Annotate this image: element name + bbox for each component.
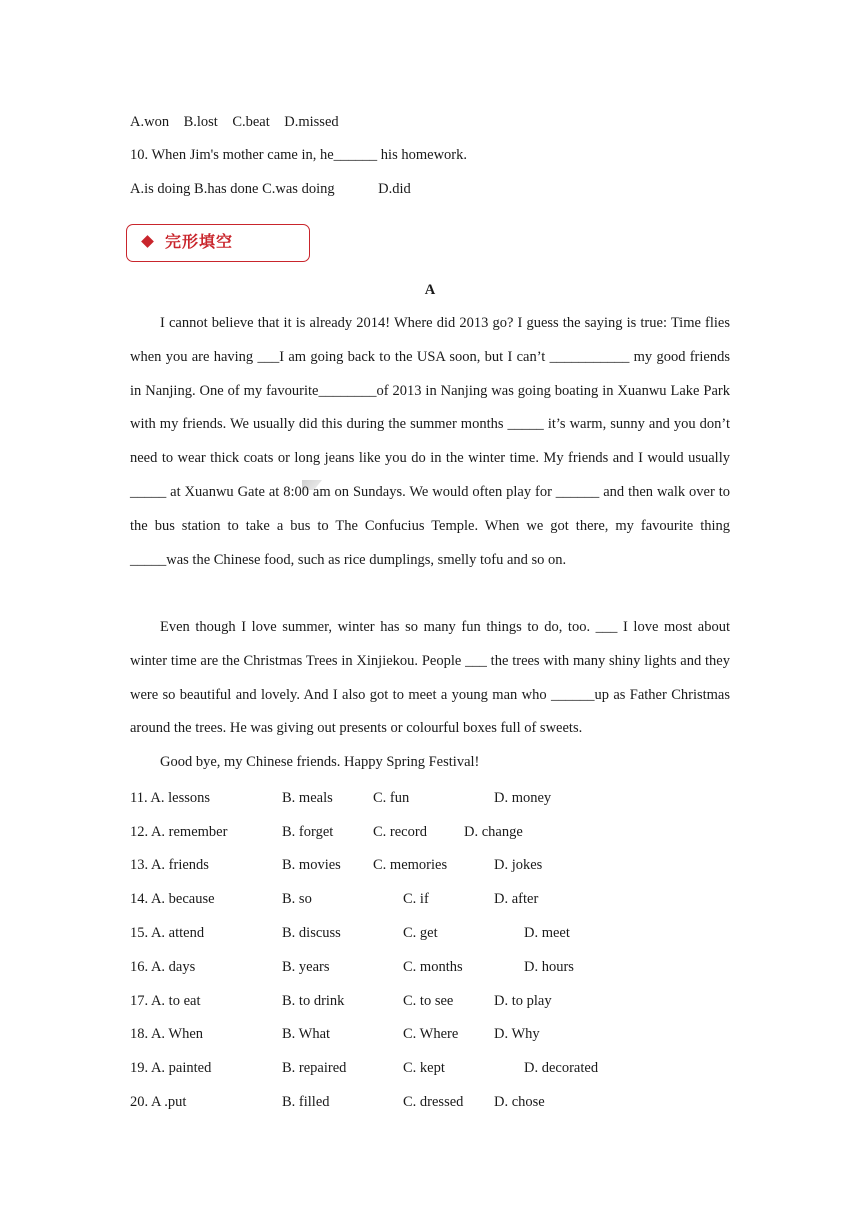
option-b: B. so [282, 891, 312, 907]
question-number-option-a: 18. A. When [130, 1026, 204, 1042]
q9-options: A.won B.lost C.beat D.missed [130, 114, 339, 130]
question-number-option-a: 17. A. to eat [130, 993, 201, 1009]
option-c: C. months [403, 959, 463, 975]
question-number-option-a: 12. A. remember [130, 824, 228, 840]
option-c: C. memories [373, 857, 448, 873]
option-d: D. decorated [524, 1060, 599, 1076]
option-c: C. get [403, 925, 438, 941]
option-d: D. money [494, 790, 552, 806]
option-d: D. to play [494, 993, 552, 1009]
option-c: C. Where [403, 1026, 459, 1042]
option-b: B. years [282, 959, 330, 975]
section-header-cloze [126, 224, 312, 264]
passage-title: A [424, 282, 436, 298]
passage-paragraph-3: Good bye, my Chinese friends. Happy Spring Festival! [160, 754, 480, 770]
passage-paragraph-2: Even though I love summer, winter has so many fun things to do, too. ___ I love most about winter time are the Christmas Trees in Xinjiekou. People ___ the trees with many shiny lights and they were so beautiful and lovely. And I also got to meet a young man who ______up as Father Christmas around the trees. He was giving out presents or colourful boxes full of sweets. [130, 619, 730, 737]
question-number-option-a: 14. A. because [130, 891, 215, 907]
question-number-option-a: 20. A .put [130, 1094, 187, 1110]
question-number-option-a: 19. A. painted [130, 1060, 212, 1076]
option-d: D. after [494, 891, 539, 907]
option-d: D. meet [524, 925, 570, 941]
option-c: C. to see [403, 993, 454, 1009]
section-header-box [126, 224, 310, 262]
option-d: D. change [464, 824, 523, 840]
option-b: B. What [282, 1026, 331, 1042]
question-row [130, 1093, 545, 1201]
question-number-option-a: 16. A. days [130, 959, 196, 975]
question-number-option-a: 13. A. friends [130, 857, 209, 873]
option-d: D. hours [524, 959, 574, 975]
option-b: B. repaired [282, 1060, 347, 1076]
option-c: C. record [373, 824, 427, 840]
option-b: B. discuss [282, 925, 341, 941]
document-page [130, 0, 730, 1216]
option-d: D. chose [494, 1094, 545, 1110]
option-b: B. movies [282, 857, 341, 873]
q10-question: 10. When Jim's mother came in, he______ his homework. [130, 147, 467, 163]
question-number-option-a: 11. A. lessons [130, 790, 211, 806]
option-b: B. filled [282, 1094, 330, 1110]
diamond-bullet-icon [141, 235, 154, 248]
option-c: C. fun [373, 790, 410, 806]
option-d: D. jokes [494, 857, 543, 873]
question-number-option-a: 15. A. attend [130, 925, 205, 941]
section-title: 完形填空 [165, 232, 234, 251]
option-c: C. kept [403, 1060, 445, 1076]
option-b: B. forget [282, 824, 334, 840]
option-c: C. dressed [403, 1094, 464, 1110]
q10-options: A.is doing B.has done C.was doing D.did [130, 181, 411, 197]
option-b: B. meals [282, 790, 333, 806]
option-d: D. Why [494, 1026, 540, 1042]
passage-paragraph-1: I cannot believe that it is already 2014! Where did 2013 go? I guess the saying is true: Time flies when you are having ___I am going back to the USA soon, but I can’t ___________ my good friends in Nanjing. One of my favourite________of 2013 in Nanjing was going boating in Xuanwu Lake Park with my friends. We usually did this during the summer months _____ it’s warm, sunny and you don’t need to wear thick coats or long jeans like you do in the winter time. My friends and I would usually _____ at Xuanwu Gate at 8:00 am on Sundays. We would often play for ______ and then walk over to the bus station to take a bus to The Confucius Temple. When we got there, my favourite thing _____was the Chinese food, such as rice dumplings, smelly tofu and so on. [130, 315, 730, 568]
option-c: C. if [403, 891, 429, 907]
option-b: B. to drink [282, 993, 345, 1009]
